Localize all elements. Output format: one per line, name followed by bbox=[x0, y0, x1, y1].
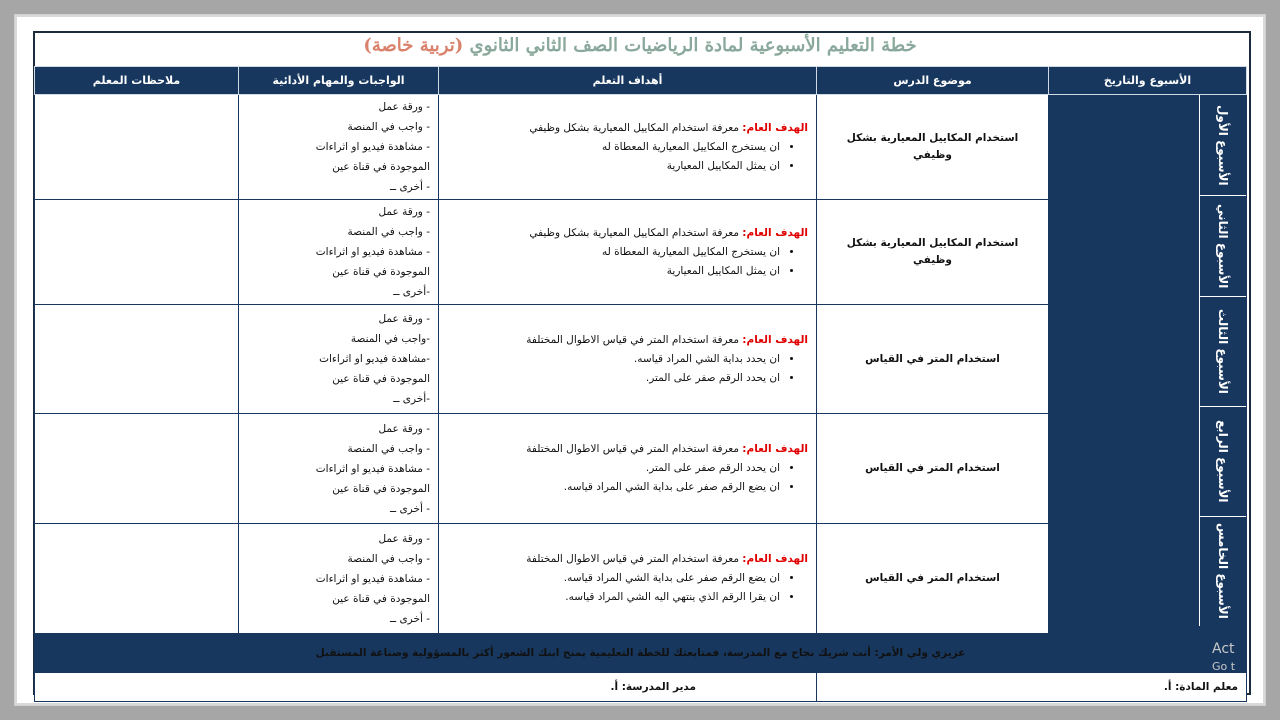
goal-bullet: • ان يقرا الرقم الذي ينتهي اليه الشي المراد قياسه. bbox=[447, 588, 780, 607]
goal-bullet: • ان يستخرج المكاييل المعيارية المعطاة له bbox=[447, 138, 780, 157]
table-header-row bbox=[35, 67, 1247, 95]
task-item: - ورقة عمل bbox=[378, 532, 430, 545]
goal-label: الهدف العام: bbox=[742, 333, 808, 346]
principal-signature: مدير المدرسة: أ. bbox=[35, 673, 817, 702]
week-label-2: الأسبوع الثاني bbox=[1199, 196, 1246, 297]
learning-goals bbox=[439, 305, 817, 414]
task-item: - ورقة عمل bbox=[378, 313, 430, 325]
header-notes: ملاحظات المعلم bbox=[35, 67, 239, 95]
goal-bullet: • ان يضع الرقم صفر على بداية الشي المراد قياسه. bbox=[447, 569, 780, 588]
task-item: - أخرى ــ bbox=[389, 502, 430, 515]
goal-bullet: • ان يضع الرقم صفر على بداية الشي المراد قياسه. bbox=[447, 478, 780, 497]
tasks-cell bbox=[239, 305, 439, 414]
goal-label: الهدف العام: bbox=[742, 443, 808, 455]
activation-watermark bbox=[1212, 640, 1235, 676]
goal-bullet: • ان يمثل المكاييل المعيارية bbox=[447, 157, 780, 176]
goal-bullet: • ان يمثل المكاييل المعيارية bbox=[447, 262, 780, 281]
parent-message-row bbox=[35, 634, 1247, 673]
lesson-topic: استخدام المتر في القياس bbox=[817, 524, 1049, 634]
goal-bullet: • ان يحدد الرقم صفر على المتر. bbox=[447, 459, 780, 478]
task-item: - أخرى ــ bbox=[389, 612, 430, 625]
goal-label: الهدف العام: bbox=[742, 553, 808, 565]
task-item: - ورقة عمل bbox=[378, 422, 430, 435]
tasks-cell bbox=[239, 200, 439, 305]
task-item: -أخرى ــ bbox=[393, 393, 430, 405]
task-item: - واجب في المنصة bbox=[347, 442, 430, 455]
goal-label: الهدف العام: bbox=[742, 226, 808, 239]
task-item: الموجودة في قناة عين bbox=[332, 373, 430, 385]
task-item: - أخرى ــ bbox=[389, 181, 430, 193]
goal-bullet: • ان يحدد بداية الشي المراد قياسه. bbox=[447, 350, 780, 369]
week-label-1: الأسبوع الأول bbox=[1199, 95, 1246, 196]
goal-bullet: • ان يحدد الرقم صفر على المتر. bbox=[447, 369, 780, 388]
watermark-line-1: Act bbox=[1212, 641, 1235, 657]
task-item: - واجب في المنصة bbox=[347, 121, 430, 133]
header-tasks: الواجبات والمهام الأدائية bbox=[239, 67, 439, 95]
header-week: الأسبوع والتاريخ bbox=[1049, 67, 1247, 95]
goal-bullet: • ان يستخرج المكاييل المعيارية المعطاة له bbox=[447, 243, 780, 262]
week-label-4: الأسبوع الرابع bbox=[1199, 407, 1246, 517]
goal-label: الهدف العام: bbox=[742, 121, 808, 134]
goal-text: معرفة استخدام المتر في قياس الاطوال المختلفة bbox=[526, 443, 739, 455]
task-item: -واجب في المنصة bbox=[350, 333, 430, 345]
task-item: - مشاهدة فيديو او اثراءات bbox=[315, 462, 430, 475]
lesson-topic: استخدام المكاييل المعيارية بشكل وظيفي bbox=[817, 200, 1049, 305]
goal-text: معرفة استخدام المتر في قياس الاطوال المختلفة bbox=[526, 553, 739, 565]
header-goals: أهداف التعلم bbox=[439, 67, 817, 95]
table-row bbox=[35, 95, 1247, 200]
task-item: الموجودة في قناة عين bbox=[332, 592, 430, 605]
signature-row bbox=[35, 673, 1247, 702]
week-label-5: الأسبوع الخامس bbox=[1199, 517, 1246, 626]
page-title bbox=[34, 34, 1246, 58]
learning-goals bbox=[439, 414, 817, 524]
task-item: - مشاهدة فيديو او اثراءات bbox=[315, 246, 430, 258]
task-item: الموجودة في قناة عين bbox=[332, 161, 430, 173]
task-item: الموجودة في قناة عين bbox=[332, 482, 430, 495]
teacher-notes-cell[interactable] bbox=[35, 414, 239, 524]
teacher-notes-cell[interactable] bbox=[35, 200, 239, 305]
lesson-topic: استخدام المكاييل المعيارية بشكل وظيفي bbox=[817, 95, 1049, 200]
week-column bbox=[1049, 95, 1247, 634]
lesson-topic: استخدام المتر في القياس bbox=[817, 414, 1049, 524]
watermark-line-2: Go t bbox=[1212, 660, 1236, 673]
title-highlight: (تربية خاصة) bbox=[363, 35, 464, 56]
task-item: - ورقة عمل bbox=[378, 206, 430, 218]
title-main: خطة التعليم الأسبوعية لمادة الرياضيات الصف الثاني الثانوي bbox=[469, 35, 917, 56]
task-item: - واجب في المنصة bbox=[347, 226, 430, 238]
tasks-cell bbox=[239, 95, 439, 200]
learning-goals bbox=[439, 524, 817, 634]
goal-text: معرفة استخدام المتر في قياس الاطوال المختلفة bbox=[526, 333, 739, 346]
goal-text: معرفة استخدام المكاييل المعيارية بشكل وظيفي bbox=[529, 121, 739, 134]
week-label-3: الأسبوع الثالث bbox=[1199, 297, 1246, 406]
task-item: -مشاهدة فيديو او اثراءات bbox=[319, 353, 430, 365]
teacher-notes-cell[interactable] bbox=[35, 524, 239, 634]
goal-text: معرفة استخدام المكاييل المعيارية بشكل وظيفي bbox=[529, 226, 739, 239]
task-item: الموجودة في قناة عين bbox=[332, 266, 430, 278]
learning-goals bbox=[439, 200, 817, 305]
tasks-cell bbox=[239, 414, 439, 524]
task-item: - مشاهدة فيديو او اثراءات bbox=[315, 141, 430, 153]
date-area bbox=[1049, 95, 1200, 633]
parent-message: عزيزي ولي الأمر: أنت شريك نجاح مع المدرسة، فمتابعتك للخطة التعليمية يمنح ابنك الشعور أكثر بالمسؤولية وصناعة المستقبل bbox=[35, 634, 1247, 673]
weekly-plan-table bbox=[34, 66, 1247, 702]
task-item: -أخرى ــ bbox=[393, 286, 430, 298]
teacher-notes-cell[interactable] bbox=[35, 95, 239, 200]
lesson-topic: استخدام المتر في القياس bbox=[817, 305, 1049, 414]
teacher-notes-cell[interactable] bbox=[35, 305, 239, 414]
task-item: - ورقة عمل bbox=[378, 101, 430, 113]
learning-goals bbox=[439, 95, 817, 200]
header-topic: موضوع الدرس bbox=[817, 67, 1049, 95]
tasks-cell bbox=[239, 524, 439, 634]
task-item: - واجب في المنصة bbox=[347, 552, 430, 565]
task-item: - مشاهدة فيديو او اثراءات bbox=[315, 572, 430, 585]
teacher-signature: معلم المادة: أ. bbox=[817, 673, 1247, 702]
